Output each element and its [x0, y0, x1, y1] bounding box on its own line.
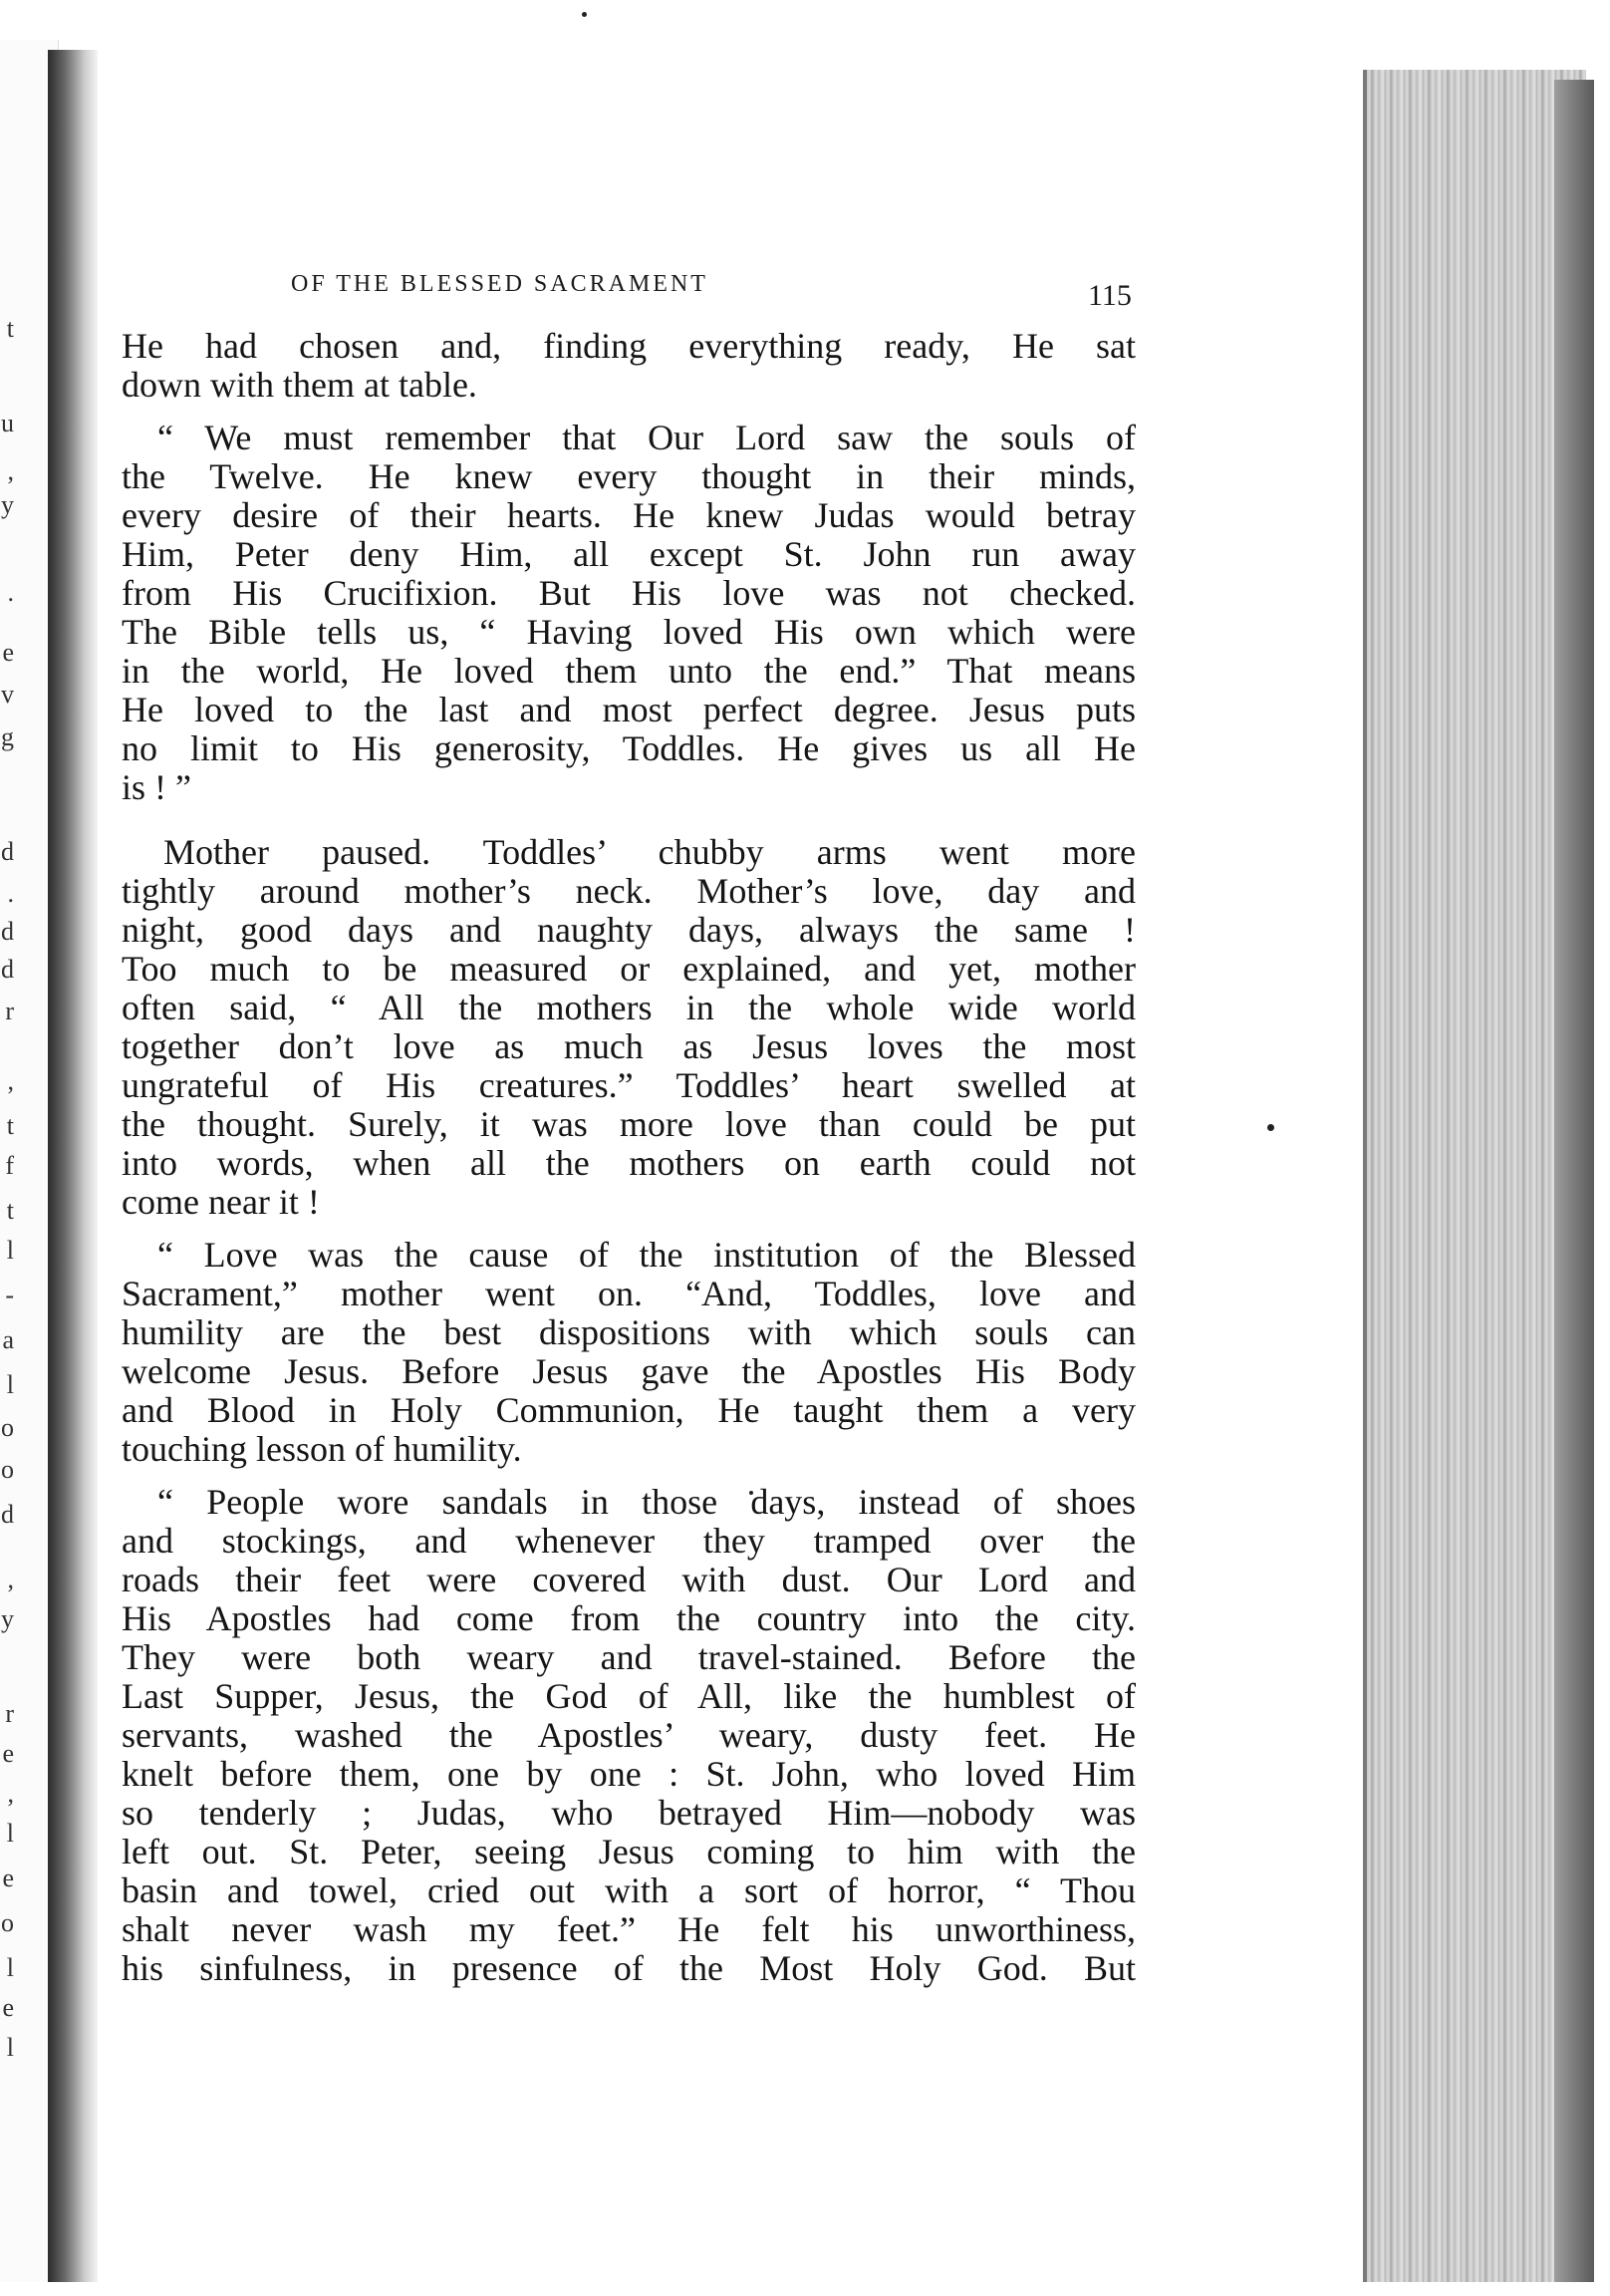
text-line: basin and towel, cried out with a sort of horror, “ Thou [122, 1870, 1136, 1910]
paragraph [122, 327, 1136, 405]
left-page-fragment: l [6, 1819, 14, 1848]
left-page-fragment: f [5, 1151, 14, 1180]
left-page-fragment: a [2, 1325, 14, 1354]
text-line: welcome Jesus. Before Jesus gave the Apostles His Body [122, 1351, 1136, 1391]
text-line: down with them at table. [122, 365, 477, 405]
book-gutter-shadow [48, 50, 98, 2282]
left-page-fragment: g [1, 722, 14, 751]
text-line: “ We must remember that Our Lord saw the souls of [157, 418, 1136, 457]
text-line: “ Love was the cause of the institution of the Blessed [157, 1235, 1136, 1275]
text-line: night, good days and naughty days, always the same ! [122, 910, 1136, 950]
left-page-fragment: e [2, 638, 14, 667]
left-page-fragment: e [2, 1739, 14, 1768]
text-line: “ People wore sandals in those days, instead of shoes [157, 1482, 1136, 1522]
left-page-fragment: t [6, 314, 14, 343]
left-page-fragment: o [1, 1455, 14, 1484]
left-page-fragment: r [5, 997, 14, 1025]
text-line: He loved to the last and most perfect degree. Jesus puts [122, 690, 1136, 729]
text-line: and Blood in Holy Communion, He taught them a very [122, 1390, 1136, 1430]
text-line: shalt never wash my feet.” He felt his unworthiness, [122, 1909, 1136, 1949]
text-line: come near it ! [122, 1182, 320, 1222]
paragraph [122, 833, 1136, 1222]
left-page-fragment: d [1, 1500, 14, 1529]
text-line: together don’t love as much as Jesus loves the most [122, 1026, 1136, 1066]
left-page-fragment: l [6, 1236, 14, 1265]
text-line: from His Crucifixion. But His love was not checked. [122, 573, 1136, 613]
text-line: Sacrament,” mother went on. “And, Toddles, love and [122, 1274, 1136, 1313]
text-line: often said, “ All the mothers in the whole wide world [122, 988, 1136, 1027]
left-page-fragment: t [6, 1196, 14, 1225]
paragraph [122, 1483, 1136, 1988]
left-page-fragment: o [1, 1413, 14, 1442]
text-line: knelt before them, one by one : St. John, who loved Him [122, 1754, 1136, 1794]
text-line: is ! ” [122, 767, 191, 807]
left-page-fragment: d [1, 955, 14, 984]
text-line: the Twelve. He knew every thought in their minds, [122, 456, 1136, 496]
text-line: left out. St. Peter, seeing Jesus coming to him with the [122, 1832, 1136, 1871]
left-page-fragment: , [7, 1779, 14, 1808]
text-line: Too much to be measured or explained, and yet, mother [122, 949, 1136, 989]
text-line: ungrateful of His creatures.” Toddles’ heart swelled at [122, 1065, 1136, 1105]
left-page-fragment: r [5, 1699, 14, 1728]
text-line: Last Supper, Jesus, the God of All, like the humblest of [122, 1676, 1136, 1716]
text-line: his sinfulness, in presence of the Most Holy God. But [122, 1948, 1136, 1988]
left-page-fragment: d [1, 917, 14, 946]
text-line: His Apostles had come from the country into the city. [122, 1598, 1136, 1638]
left-page-fragment: , [7, 1066, 14, 1095]
text-line: so tenderly ; Judas, who betrayed Him—nobody was [122, 1793, 1136, 1833]
text-line: into words, when all the mothers on earth could not [122, 1143, 1136, 1183]
text-line: They were both weary and travel-stained. Before the [122, 1637, 1136, 1677]
left-page-fragment: , [7, 456, 14, 485]
left-page-fragment: e [2, 1864, 14, 1892]
left-page-fragment: e [2, 1993, 14, 2022]
left-page-fragment: , [7, 1565, 14, 1593]
text-line: and stockings, and whenever they tramped over the [122, 1521, 1136, 1561]
running-head: OF THE BLESSED SACRAMENT [291, 271, 708, 297]
text-line: roads their feet were covered with dust. Our Lord and [122, 1560, 1136, 1599]
page-number: 115 [1088, 279, 1132, 312]
text-line: He had chosen and, finding everything ready, He sat [122, 326, 1136, 366]
left-page-fragment: y [1, 1604, 14, 1633]
paragraph [122, 1236, 1136, 1469]
text-line: Mother paused. Toddles’ chubby arms went more [163, 832, 1136, 872]
left-page-fragment: t [6, 1111, 14, 1140]
text-line: the thought. Surely, it was more love than could be put [122, 1104, 1136, 1144]
text-line: The Bible tells us, “ Having loved His own which were [122, 612, 1136, 652]
text-line: Him, Peter deny Him, all except St. John run away [122, 534, 1136, 574]
text-line: tightly around mother’s neck. Mother’s love, day and [122, 871, 1136, 911]
paragraph [122, 419, 1136, 807]
left-page-fragment: y [1, 490, 14, 519]
left-page-fragment: - [5, 1281, 14, 1309]
speck-mark [1267, 1124, 1274, 1131]
page-block-shadow [1554, 80, 1594, 2282]
left-page-fragment: d [1, 837, 14, 866]
text-line: every desire of their hearts. He knew Judas would betray [122, 495, 1136, 535]
body-text [122, 327, 1136, 1988]
text-line: no limit to His generosity, Toddles. He gives us all He [122, 728, 1136, 768]
left-page-fragment: v [1, 680, 14, 709]
left-page-fragment: . [7, 879, 14, 908]
text-line: in the world, He loved them unto the end.” That means [122, 651, 1136, 691]
text-line: servants, washed the Apostles’ weary, dusty feet. He [122, 1715, 1136, 1755]
left-page-fragment: l [6, 1370, 14, 1399]
left-page-fragment: o [1, 1908, 14, 1937]
left-page-fragment: l [6, 2033, 14, 2062]
text-line: touching lesson of humility. [122, 1429, 522, 1469]
left-page-fragment: u [1, 409, 14, 437]
speck-mark [582, 12, 587, 17]
page-block-edges [1367, 70, 1586, 2282]
left-page-fragment: l [6, 1953, 14, 1982]
text-line: humility are the best dispositions with which souls can [122, 1312, 1136, 1352]
left-page-fragment: . [7, 578, 14, 607]
